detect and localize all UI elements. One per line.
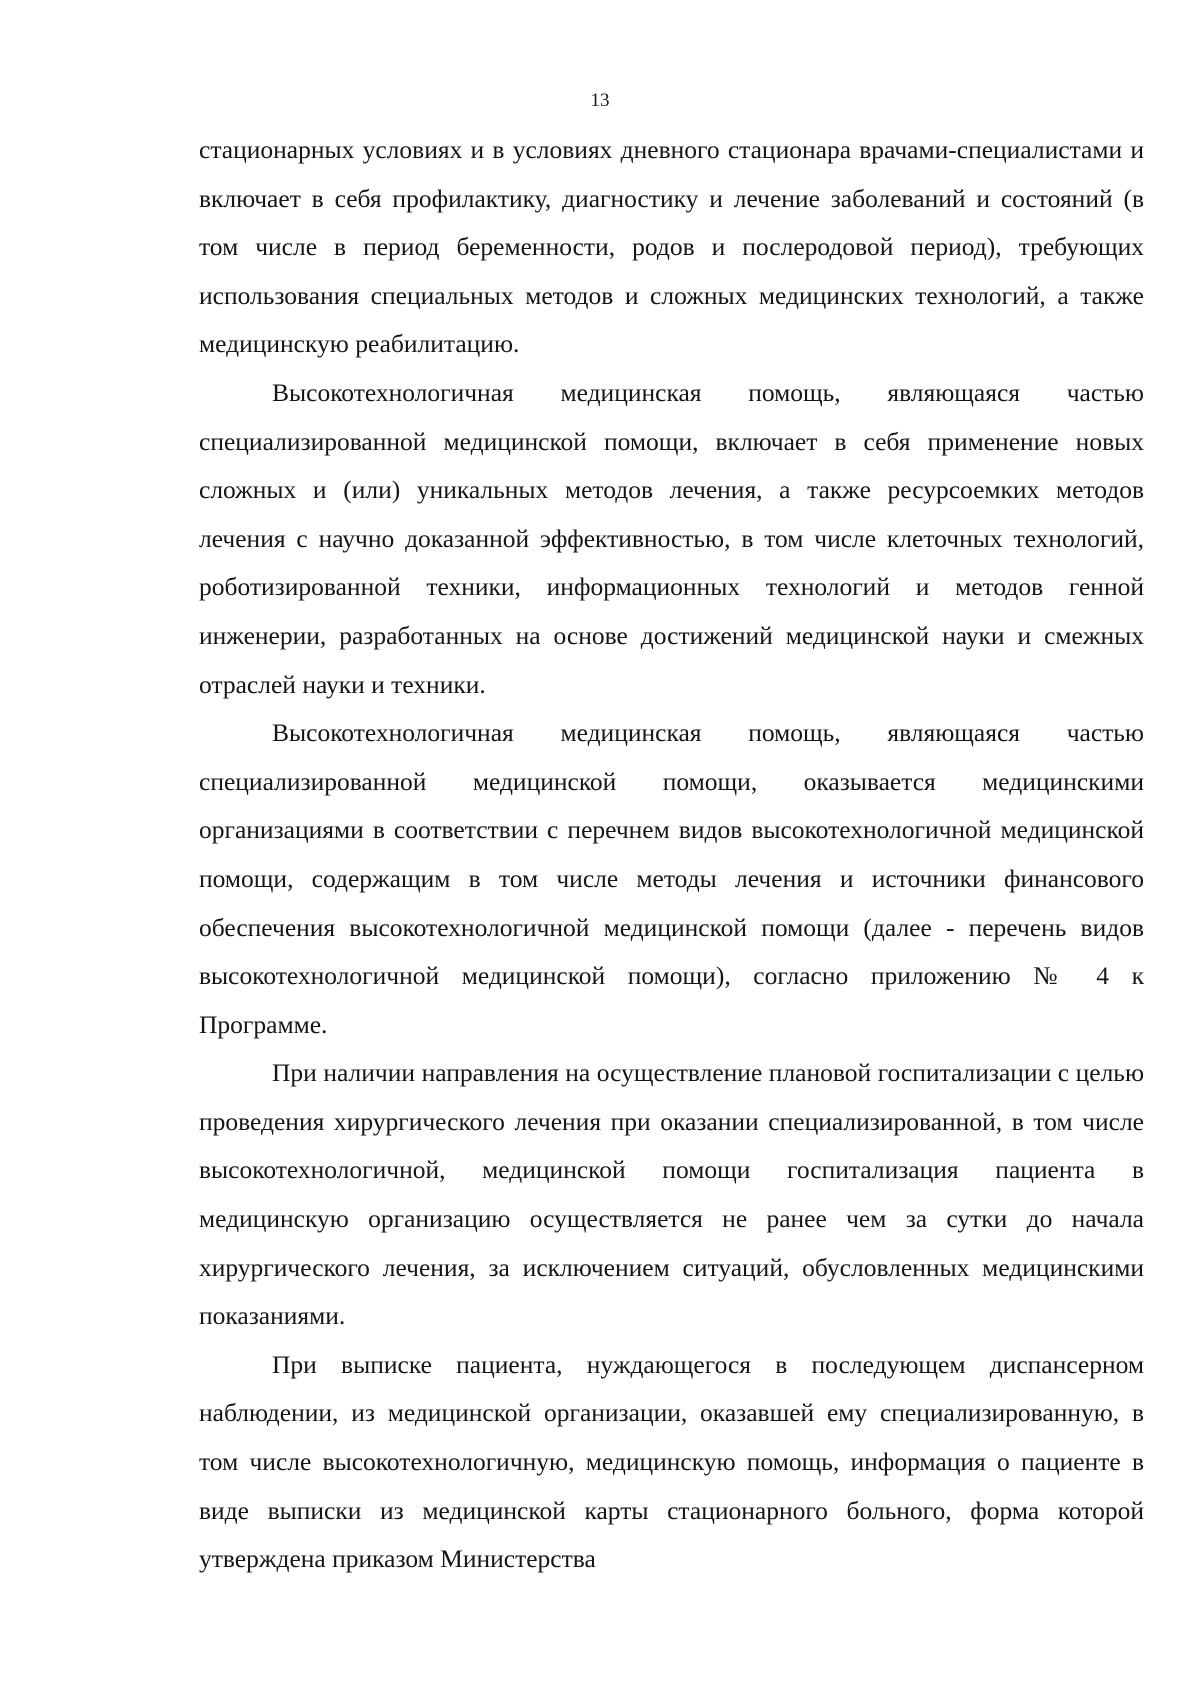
page-number: 13: [590, 90, 610, 111]
paragraph-continuation: стационарных условиях и в условиях дневного стационара врачами-специалистами и включает в себя профилактику, диагностику и лечение заболеваний и состояний (в том числе в период беременности, родов и послеродовой период), требующих использования специальных методов и сложных медицинских технологий, а также медицинскую реабилитацию.: [199, 135, 1144, 359]
document-body: [199, 126, 1144, 1584]
paragraph-planned-hospitalization: При наличии направления на осуществление плановой госпитализации с целью проведения хирургического лечения при оказании специализированной, в том числе высокотехнологичной, медицинской помощи госпитализация пациента в медицинскую организацию осуществляется не ранее чем за сутки до начала хирургического лечения, за исключением ситуаций, обусловленных медицинскими показаниями.: [199, 1058, 1144, 1331]
paragraph-high-tech-provision: Высокотехнологичная медицинская помощь, являющаяся частью специализированной медицинской помощи, оказывается медицинскими организациями в соответствии с перечнем видов высокотехнологичной медицинской помощи, содержащим в том числе методы лечения и источники финансового обеспечения высокотехнологичной медицинской помощи (далее - перечень видов высокотехнологичной медицинской помощи), согласно приложению № 4 к Программе.: [199, 718, 1144, 1039]
paragraph-discharge: При выписке пациента, нуждающегося в последующем диспансерном наблюдении, из медицинской организации, оказавшей ему специализированную, в том числе высокотехнологичную, медицинскую помощь, информация о пациенте в виде выписки из медицинской карты стационарного больного, форма которой утверждена приказом Министерства: [199, 1349, 1144, 1574]
paragraph-high-tech-definition: Высокотехнологичная медицинская помощь, являющаяся частью специализированной медицинской помощи, включает в себя применение новых сложных и (или) уникальных методов лечения, а также ресурсоемких методов лечения с научно доказанной эффективностью, в том числе клеточных технологий, роботизированной техники, информационных технологий и методов генной инженерии, разработанных на основе достижений медицинской науки и смежных отраслей науки и техники.: [199, 377, 1144, 699]
